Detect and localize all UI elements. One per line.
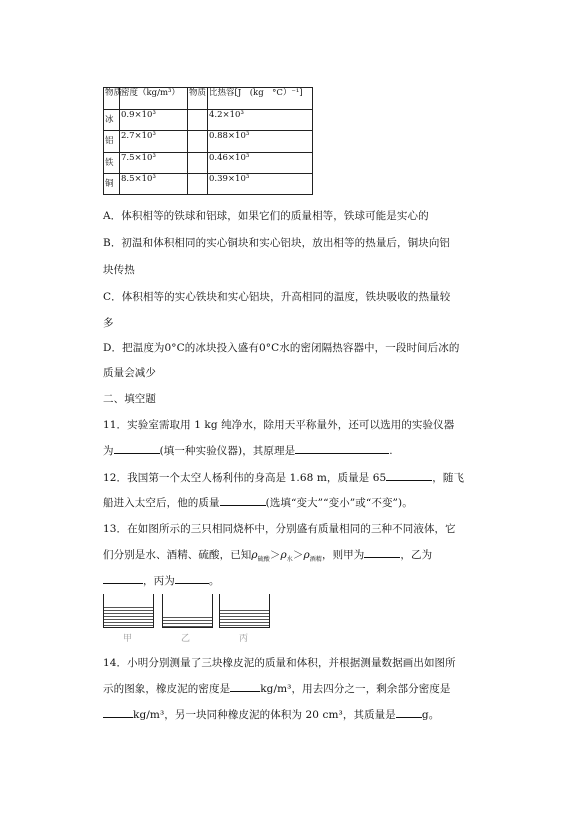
q13-yi-blank[interactable] — [103, 573, 143, 584]
table-header-row — [104, 88, 313, 110]
option-d-line1: D．把温度为0°C的冰块投入盛有0°C水的密闭隔热容器中，一段时间后冰的 — [103, 342, 460, 354]
rho-subscript: 水 — [286, 556, 293, 564]
table-row — [104, 110, 313, 131]
q13-bing-blank[interactable] — [175, 573, 209, 584]
q14-line2 — [103, 681, 451, 696]
table-cell — [188, 173, 208, 194]
beakers-figure — [103, 594, 273, 644]
option-d-line2: 质量会减少 — [103, 367, 156, 379]
q14-density-blank[interactable] — [230, 681, 260, 692]
table-cell — [188, 152, 208, 173]
beaker-yi — [162, 594, 213, 628]
q14-line1: 14．小明分别测量了三块橡皮泥的质量和体积，并根据测量数据画出如图所 — [103, 657, 456, 669]
q12-line1 — [103, 470, 464, 485]
q14-mass-blank[interactable] — [396, 707, 422, 718]
q12-text: (选填“变大”“变小”或“不变”)。 — [265, 497, 413, 509]
q12-mass-blank[interactable] — [220, 495, 266, 506]
q13-text: ，丙为 — [143, 575, 175, 587]
q11-line1: 11．实验室需取用 1 kg 纯净水，除用天平称量外，还可以选用的实验仪器 — [103, 419, 455, 431]
rho-symbol: ρ — [251, 549, 258, 561]
q13-line2 — [103, 547, 432, 562]
q14-text: kg/m³，另一块同种橡皮泥的体积为 20 cm³，其质量是 — [133, 709, 396, 721]
q12-text: 船进入太空后，他的质量 — [103, 497, 220, 509]
q14-text: kg/m³，用去四分之一，剩余部分密度是 — [260, 683, 451, 695]
liquid-bing — [220, 610, 269, 627]
q14-line3 — [103, 707, 439, 722]
q12-unit-blank[interactable] — [386, 470, 432, 481]
table-cell: 7.5×10³ — [120, 152, 188, 173]
rho-symbol: ρ — [280, 549, 287, 561]
q13-text: 们分别是水、酒精、硫酸，已知 — [103, 549, 252, 561]
q12-line2 — [103, 495, 413, 510]
material-data-table — [103, 87, 313, 195]
q11-text: . — [389, 445, 393, 457]
beaker-label-yi: 乙 — [181, 634, 191, 644]
q13-line1: 13．在如图所示的三只相同烧杯中，分别盛有质量相同的三种不同液体，它 — [103, 523, 456, 535]
option-a: A．体积相等的铁球和铝球，如果它们的质量相等，铁球可能是实心的 — [103, 210, 429, 222]
beaker-label-bing: 丙 — [239, 634, 249, 644]
table-cell: 铜 — [104, 173, 120, 194]
greater-than: ＞ — [292, 549, 304, 561]
rho-symbol: ρ — [303, 549, 310, 561]
table-cell: 0.46×10³ — [208, 152, 313, 173]
q13-jia-blank[interactable] — [364, 547, 400, 558]
q12-text: ，随飞 — [432, 472, 465, 484]
table-header-cell: 物质 — [188, 88, 208, 110]
table-cell: 8.5×10³ — [120, 173, 188, 194]
rho-subscript: 酒精 — [309, 556, 322, 564]
beaker-label-jia: 甲 — [123, 634, 133, 644]
beaker-jia — [103, 594, 154, 628]
table-row — [104, 131, 313, 152]
table-row — [104, 173, 313, 194]
q14-text: g。 — [421, 709, 440, 721]
option-c-line2: 多 — [103, 317, 114, 329]
table-cell: 0.88×10³ — [208, 131, 313, 152]
q11-text: (填一种实验仪器)，其原理是 — [159, 445, 296, 457]
q11-principle-blank[interactable] — [295, 443, 389, 454]
table-cell: 0.39×10³ — [208, 173, 313, 194]
q14-remaining-density-blank[interactable] — [103, 707, 133, 718]
table-cell: 4.2×10³ — [208, 110, 313, 131]
table-cell — [188, 131, 208, 152]
q13-text: ，则甲为 — [321, 549, 365, 561]
greater-than: ＞ — [269, 549, 281, 561]
rho-subscript: 硫酸 — [257, 556, 270, 564]
table-cell: 冰 — [104, 110, 120, 131]
table-cell: 铁 — [104, 152, 120, 173]
table-header-cell: 比热容[J (kg °C）⁻¹] — [208, 88, 313, 110]
table-header-cell: 密度（kg/m³） — [120, 88, 188, 110]
table-cell: 铝 — [104, 131, 120, 152]
table-header-cell: 物质 — [104, 88, 120, 110]
q11-instrument-blank[interactable] — [114, 443, 160, 454]
table-cell — [188, 110, 208, 131]
table-row — [104, 152, 313, 173]
beaker-bing — [219, 594, 270, 628]
q13-text: ，乙为 — [400, 549, 433, 561]
liquid-yi — [163, 617, 212, 627]
table-cell: 0.9×10³ — [120, 110, 188, 131]
liquid-jia — [104, 607, 153, 627]
section-heading: 二、填空题 — [103, 393, 156, 405]
table-cell: 2.7×10³ — [120, 131, 188, 152]
q11-line2 — [103, 443, 393, 458]
q12-text: 12．我国第一个太空人杨利伟的身高是 1.68 m，质量是 65 — [103, 472, 387, 484]
option-b-line2: 块传热 — [103, 264, 135, 276]
q13-text: 。 — [208, 575, 220, 587]
q13-line3 — [103, 573, 219, 588]
option-c-line1: C．体积相等的实心铁块和实心铝块，升高相同的温度，铁块吸收的热量较 — [103, 291, 451, 303]
q11-text: 为 — [103, 445, 114, 457]
option-b-line1: B．初温和体积相同的实心铜块和实心铝块，放出相等的热量后，铜块向铝 — [103, 237, 451, 249]
q14-text: 示的图象，橡皮泥的密度是 — [103, 683, 231, 695]
